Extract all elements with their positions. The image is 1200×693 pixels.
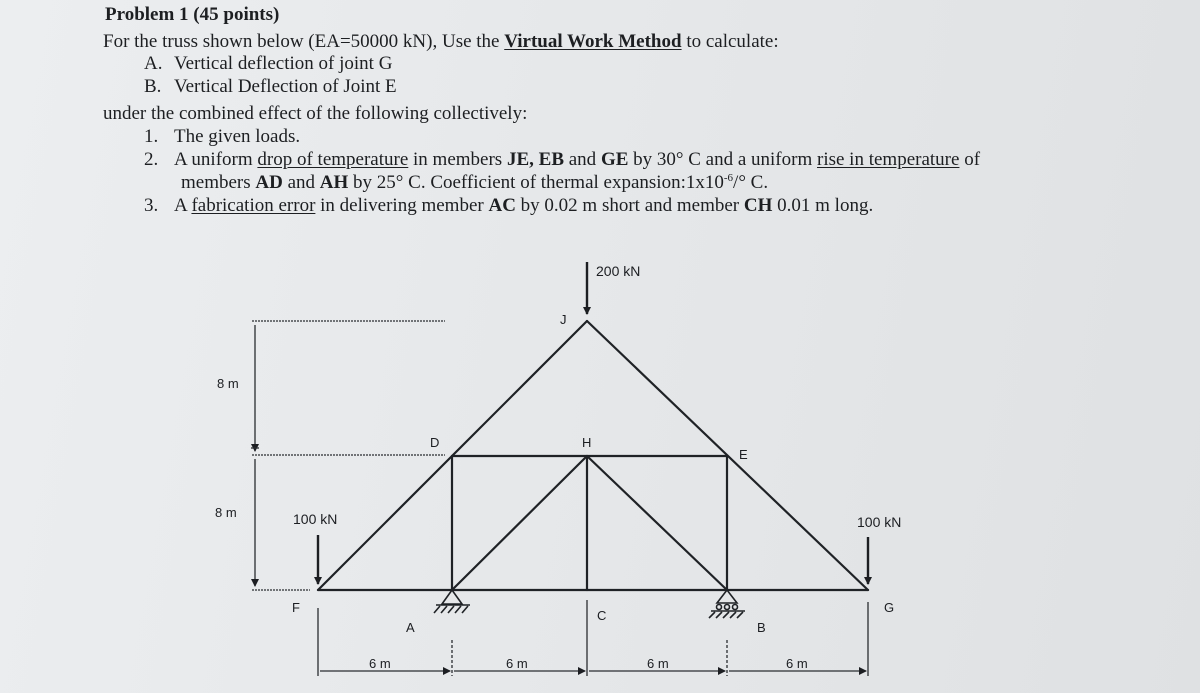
span-label-4: 6 m [786,656,808,671]
member-HB [587,456,727,590]
effect-2-text: members [181,172,256,193]
joint-label-F: F [292,600,300,615]
pin-support-A [434,590,470,613]
joint-label-E: E [739,447,748,462]
effect-2-text: by 25° C. Coefficient of thermal expansion:1x10 [348,172,724,193]
span-label-2: 6 m [506,656,528,671]
effect-1-text: The given loads. [174,126,301,147]
joint-label-D: D [430,435,440,450]
effect-3-text: by 0.02 m short and member [515,195,744,216]
intro-text-after: to calculate: [681,31,779,52]
effect-2-text: of [959,149,981,170]
effect-3-text: in delivering member [315,195,489,216]
task-a-marker: A. [144,53,163,74]
problem-title: Problem 1 (45 points) [105,4,280,25]
joint-label-B: B [757,620,766,635]
intro-text-before: For the truss shown below (EA=50000 kN), Use the [103,31,505,52]
height-dimensions [251,321,445,590]
effect-2-text: in members [408,149,507,170]
effect-3-text: 0.01 m long. [772,195,874,216]
span-label-1: 6 m [369,656,391,671]
joint-label-A: A [406,620,415,635]
member-label: JE, EB [506,149,564,170]
task-a-text: Vertical deflection of joint G [174,53,393,74]
joint-label-J: J [560,312,567,327]
member-label: CH [743,195,773,216]
effect-2-text: and [282,172,320,193]
effect-1-marker: 1. [144,126,159,147]
joint-label-H: H [582,435,592,450]
effect-2-text: /° C. [733,172,769,193]
joint-label-C: C [597,608,607,623]
effect-2-text: and [564,149,601,170]
effect-2-text: by 30° C and a uniform [628,149,817,170]
member-label: AH [319,172,349,193]
load-label-200kn: 200 kN [596,263,641,279]
intro-method: Virtual Work Method [504,31,682,52]
roller-support-B [709,590,745,618]
load-label-100kn-right: 100 kN [857,514,902,530]
height-label-upper: 8 m [217,376,239,391]
rise-in-temperature: rise in temperature [817,149,960,170]
effect-2-marker: 2. [144,149,159,170]
joint-label-G: G [884,600,895,615]
effect-2-text: A uniform [174,149,258,170]
effect-3-marker: 3. [144,195,159,216]
task-b-marker: B. [144,76,162,97]
drop-of-temperature: drop of temperature [257,149,409,170]
effect-3-text: A [174,195,192,216]
fabrication-error: fabrication error [191,195,316,216]
span-label-3: 6 m [647,656,669,671]
exponent: -6 [723,172,734,184]
member-label: AD [255,172,283,193]
effects-intro: under the combined effect of the following collectively: [103,103,528,124]
task-b-text: Vertical Deflection of Joint E [174,76,397,97]
member-label: AC [488,195,516,216]
member-AH [452,456,587,590]
load-label-100kn-left: 100 kN [293,511,338,527]
member-label: GE [600,149,629,170]
height-label-lower: 8 m [215,505,237,520]
